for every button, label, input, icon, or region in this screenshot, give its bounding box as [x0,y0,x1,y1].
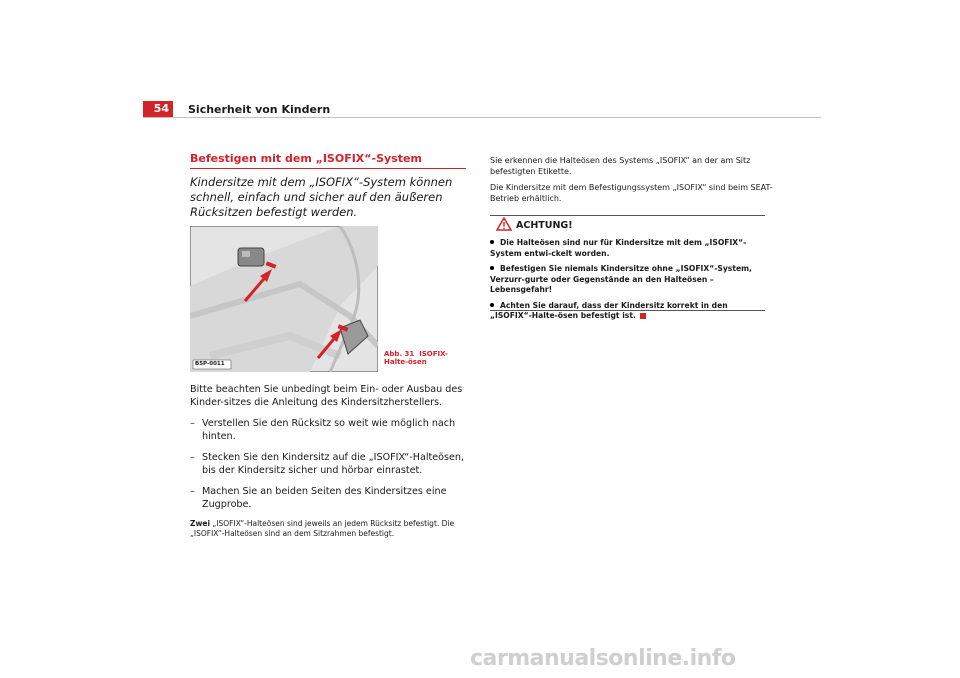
intro-text: Kindersitze mit dem „ISOFIX“-System können schnell, einfach und sicher auf den äußeren Rücksitzen befestigt werden. [190,175,453,219]
warning-list [490,238,765,327]
warning-title: ACHTUNG! [516,220,573,231]
figure-caption [384,350,464,366]
warning-text: Die Halteösen sind nur für Kindersitze mit dem „ISOFIX“-System entwi-ckelt worden. [490,238,747,258]
figure-caption-text: ISOFIX-Halte-ösen [384,350,448,366]
watermark: carmanualsonline.info [470,646,736,671]
step-text: Verstellen Sie den Rücksitz so weit wie möglich nach hinten. [202,418,456,442]
instructions [190,383,470,539]
end-square-icon [640,313,646,319]
warning-header [490,215,765,232]
warning-box [490,215,765,320]
step-text: Machen Sie an beiden Seiten des Kindersitzes eine Zugprobe. [202,486,447,510]
step-text: Stecken Sie den Kindersitz auf die „ISOFIX“-Halteösen, bis der Kindersitz sicher und hörbar einrastet. [202,452,465,476]
step-item: – Stecken Sie den Kindersitz auf die „ISOFIX“-Halteösen, bis der Kindersitz sicher und hörbar einrastet. [190,452,465,476]
right-paragraph-2: Die Kindersitze mit dem Befestigungssystem „ISOFIX“ sind beim SEAT-Betrieb erhältlich. [490,183,773,203]
note-bold: Zwei [190,519,211,528]
warning-text: Achten Sie darauf, dass der Kindersitz korrekt in den „ISOFIX“-Halte-ösen befestigt ist. [490,300,728,320]
section-title: Befestigen mit dem „ISOFIX“-System [190,152,466,169]
warning-item [490,238,765,259]
instruction-paragraph: Bitte beachten Sie unbedingt beim Ein- oder Ausbau des Kinder-sitzes die Anleitung des Kindersitzherstellers. [190,384,463,408]
warning-text: Befestigen Sie niemals Kindersitze ohne „ISOFIX“-System, Verzurr-gurte oder Gegenstände an den Halteösen – Lebensgefahr! [490,264,752,294]
warning-item [490,264,765,296]
isofix-figure [190,226,378,372]
step-item: – Verstellen Sie den Rücksitz so weit wie möglich nach hinten. [190,418,456,442]
step-item: – Machen Sie an beiden Seiten des Kindersitzes eine Zugprobe. [190,486,447,510]
figure-code: B5P-0011 [195,361,225,367]
running-header: Sicherheit von Kindern [188,103,331,116]
warning-triangle-icon [496,217,512,231]
right-column [490,155,775,209]
seat-illustration [190,226,378,372]
warning-item [490,301,765,322]
figure-caption-number: Abb. 31 [384,350,415,358]
right-paragraph-1: Sie erkennen die Halteösen des Systems „ISOFIX“ an der am Sitz befestigten Etikette. [490,156,751,176]
section-intro [190,152,470,220]
page-number: 54 [143,101,173,117]
header-divider [143,117,821,118]
note-text: „ISOFIX“-Halteösen sind jeweils an jedem Rücksitz befestigt. Die „ISOFIX“-Halteösen sind an dem Sitzrahmen befestigt. [190,519,455,538]
note [190,519,470,539]
